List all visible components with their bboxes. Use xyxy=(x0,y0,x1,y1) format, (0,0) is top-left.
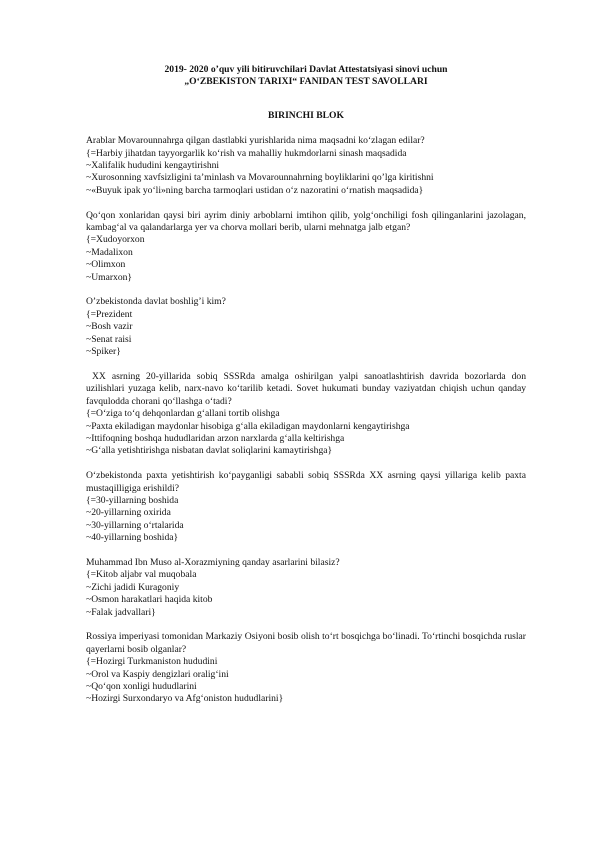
heading-line-2: „O‘ZBEKISTON TARIXI“ FANIDAN TEST SAVOLLARI xyxy=(184,76,428,88)
correct-answer-option: {=Hozirgi Turkmaniston hududini xyxy=(86,656,218,668)
answer-option: ~G‘alla yetishtirishga nisbatan davlat soliqlarini kamaytirishga} xyxy=(86,445,333,457)
question-text: O’zbekistonda davlat boshlig’i kim? xyxy=(86,296,226,308)
answer-option: ~Spiker} xyxy=(86,346,121,358)
question-list xyxy=(86,135,526,706)
answer-option: ~30-yillarning o‘rtalarida xyxy=(86,519,184,531)
correct-answer-option: {=Harbiy jihatdan tayyorgarlik ko‘rish va mahalliy hukmdorlarni sinash maqsadida xyxy=(86,147,407,159)
answer-option: ~Paxta ekiladigan maydonlar hisobiga g‘alla ekiladigan maydonlarni kengaytirishga xyxy=(86,420,410,432)
answer-option: ~40-yillarning boshida} xyxy=(86,532,179,544)
block-title: BIRINCHI BLOK xyxy=(268,109,344,121)
answer-option: ~Xurosonning xavfsizligini ta’minlash va Movarounnahrning boyliklarini qo’lga kiritishni xyxy=(86,172,434,184)
question-text: O‘zbekistonda paxta yetishtirish ko‘payganligi sababli sobiq SSSRda XX asrning qaysi yillariga kelib paxta mustaqilligiga erishildi? xyxy=(86,470,526,494)
answer-option: ~Orol va Kaspiy dengizlari oralig‘ini xyxy=(86,668,229,680)
answer-option: ~Olimxon xyxy=(86,259,126,271)
question-block xyxy=(86,135,526,197)
document-heading xyxy=(86,64,526,89)
question-block xyxy=(86,371,526,458)
answer-option: ~Senat raisi xyxy=(86,333,132,345)
answer-option: ~Osmon harakatlari haqida kitob xyxy=(86,594,213,606)
question-text: Qo‘qon xonlaridan qaysi biri ayrim diniy arboblarni imtihon qilib, yolg‘onchiligi fosh qilinganlarini jazolagan, kambag‘al va qalandarlarga yer va chorva mollari berib, ularni mehnatga jalb etgan? xyxy=(86,209,526,234)
answer-option: ~Falak jadvallari} xyxy=(86,606,156,618)
answer-option: ~Madalixon xyxy=(86,246,133,258)
answer-option: ~«Buyuk ipak yo‘li»ning barcha tarmoqlari ustidan o‘z nazoratini o‘rnatish maqsadida} xyxy=(86,184,424,196)
question-block xyxy=(86,557,526,619)
question-text: XX asrning 20-yillarida sobiq SSSRda amalga oshirilgan yalpi sanoatlashtirish davrida bozorlarda don uzilishlari yuzaga kelib, narx-navo ko‘tarilib ketadi. Sovet hukumati bunday vaziyatdan chiqish uchun qanday favqulodda chorani qo‘llashga o‘tadi? xyxy=(86,370,526,407)
question-text: Arablar Movarounnahrga qilgan dastlabki yurishlarida nima maqsadni ko‘zlagan edilar? xyxy=(86,135,425,147)
question-block xyxy=(86,210,526,284)
document-page xyxy=(86,64,526,718)
question-block xyxy=(86,631,526,705)
answer-option: ~Bosh vazir xyxy=(86,321,133,333)
answer-option: ~Umarxon} xyxy=(86,271,133,283)
answer-option: ~20-yillarning oxirida xyxy=(86,507,171,519)
heading-line-1: 2019- 2020 o’quv yili bitiruvchilari Davlat Attestatsiyasi sinovi uchun xyxy=(164,64,448,75)
answer-option: ~Ittifoqning boshqa hududlaridan arzon narxlarda g‘alla keltirishga xyxy=(86,432,345,444)
correct-answer-option: {=Kitob aljabr val muqobala xyxy=(86,569,197,581)
answer-option: ~Xalifalik hududini kengaytirishni xyxy=(86,160,220,172)
question-text: Rossiya imperiyasi tomonidan Markaziy Osiyoni bosib olish to‘rt bosqichga bo‘linadi. To‘rtinchi bosqichda ruslar qayerlarni bosib olganlar? xyxy=(86,631,526,655)
correct-answer-option: {=30-yillarning boshida xyxy=(86,494,179,506)
correct-answer-option: {=Prezident xyxy=(86,308,133,320)
question-block xyxy=(86,296,526,358)
answer-option: ~Zichi jadidi Kuragoniy xyxy=(86,581,180,593)
correct-answer-option: {=O‘ziga to‘q dehqonlardan g‘allani tortib olishga xyxy=(86,408,280,420)
question-text: Muhammad Ibn Muso al-Xorazmiyning qanday asarlarini bilasiz? xyxy=(86,556,340,568)
answer-option: ~Hozirgi Surxondaryo va Afg‘oniston hududlarini} xyxy=(86,693,284,705)
correct-answer-option: {=Xudoyorxon xyxy=(86,234,145,246)
answer-option: ~Qo‘qon xonligi hududlarini xyxy=(86,681,197,692)
question-block xyxy=(86,470,526,544)
